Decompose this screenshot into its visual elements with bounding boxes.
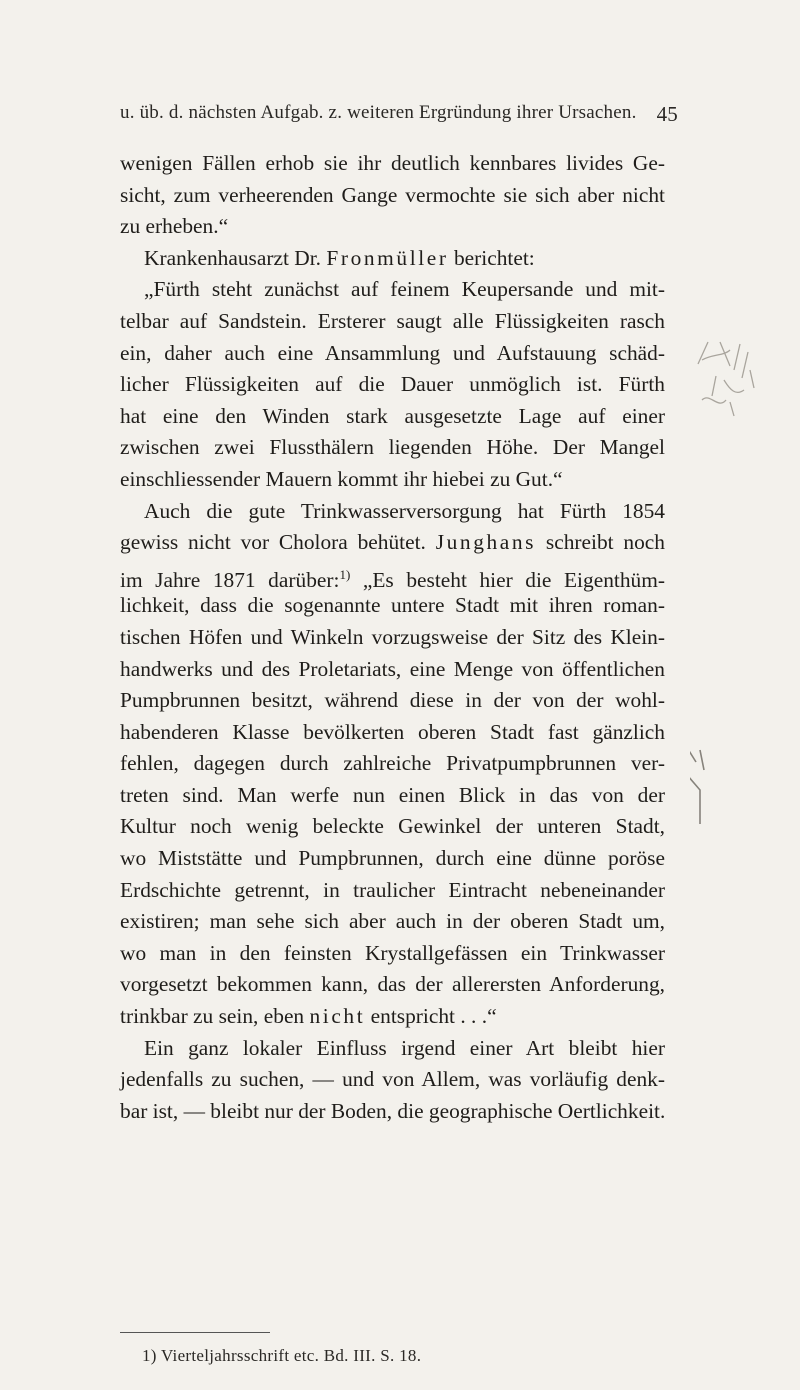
footnote: 1) Vierteljahrsschrift etc. Bd. III. S. 18.: [142, 1346, 422, 1365]
text-line: Auch die gute Trinkwasserversorgung hat Fürth 1854: [144, 498, 665, 523]
page-number: 45: [656, 102, 678, 126]
text-line: treten sind. Man werfe nun einen Blick in das von der: [120, 782, 665, 807]
text-line: sicht, zum verheerenden Gange vermochte sie sich aber nicht: [120, 182, 665, 207]
text-line: lichkeit, dass die sogenannte untere Stadt mit ihren roman-: [120, 593, 665, 618]
text-line: Erdschichte getrennt, in traulicher Eintracht nebeneinander: [120, 877, 665, 902]
text-line: hat eine den Winden stark ausgesetzte Lage auf einer: [120, 403, 665, 428]
text-line: bar ist, — bleibt nur der Boden, die geographische Oertlichkeit.: [120, 1098, 666, 1123]
text-line: fehlen, dagegen durch zahlreiche Privatpumpbrunnen ver-: [120, 751, 665, 776]
text-line: jedenfalls zu suchen, — und von Allem, was vorläufig denk-: [120, 1067, 665, 1092]
running-header: [120, 102, 678, 127]
text-segment: gewiss nicht vor Cholora behütet.: [120, 530, 426, 555]
text-line: telbar auf Sandstein. Ersterer saugt alle Flüssigkeiten rasch: [120, 308, 665, 333]
text-line: wenigen Fällen erhob sie ihr deutlich kennbares livides Ge-: [120, 151, 665, 175]
text-line: licher Flüssigkeiten auf die Dauer unmöglich ist. Fürth: [120, 372, 665, 397]
emphasized-name: Junghans: [435, 530, 537, 555]
emphasized-name: Fronmüller: [326, 245, 449, 270]
footnote-ref: 1): [339, 566, 351, 582]
main-text: [120, 148, 665, 1127]
text-line: wo Miststätte und Pumpbrunnen, durch eine dünne poröse: [120, 846, 665, 871]
text-segment: Krankenhausarzt Dr.: [144, 245, 321, 270]
text-line: Ein ganz lokaler Einfluss irgend einer Art bleibt hier: [144, 1035, 665, 1060]
text-line: handwerks und des Proletariats, eine Menge von öffentlichen: [120, 656, 665, 681]
text-line: tischen Höfen und Winkeln vorzugsweise der Sitz des Klein-: [120, 624, 665, 649]
text-line: [120, 559, 665, 591]
text-segment: trinkbar zu sein, eben: [120, 1004, 305, 1029]
text-segment: entspricht . . .“: [370, 1004, 497, 1029]
text-line: Kultur noch wenig beleckte Gewinkel der unteren Stadt,: [120, 814, 665, 839]
text-line: [120, 243, 665, 275]
text-line: vorgesetzt bekommen kann, das der allerersten Anforderung,: [120, 972, 665, 997]
running-title: u. üb. d. nächsten Aufgab. z. weiteren Ergründung ihrer Ursachen.: [120, 102, 637, 123]
text-segment: „Es besteht hier die Eigenthüm-: [362, 567, 665, 592]
text-line: zwischen zwei Flussthälern liegenden Höhe. Der Mangel: [120, 435, 665, 460]
text-line: [120, 1001, 665, 1033]
text-line: ein, daher auch eine Ansammlung und Aufstauung schäd-: [120, 340, 665, 365]
text-line: einschliessender Mauern kommt ihr hiebei zu Gut.“: [120, 466, 563, 491]
text-segment: schreibt noch: [545, 530, 665, 555]
text-line: wo man in den feinsten Krystallgefässen ein Trinkwasser: [120, 940, 665, 965]
text-segment: berichtet:: [453, 245, 535, 270]
footnote-rule: [120, 1332, 270, 1333]
text-line: Pumpbrunnen besitzt, während diese in der von der wohl-: [120, 688, 665, 713]
text-line: existiren; man sehe sich aber auch in der oberen Stadt um,: [120, 909, 665, 934]
margin-pencil-marks: [690, 330, 800, 890]
text-line: zu erheben.“: [120, 214, 229, 239]
text-line: habenderen Klasse bevölkerten oberen Stadt fast gänzlich: [120, 719, 665, 744]
text-line: „Fürth steht zunächst auf feinem Keupersande und mit-: [144, 277, 665, 302]
text-segment: im Jahre 1871 darüber:: [120, 567, 340, 592]
emphasized-word: nicht: [309, 1004, 366, 1029]
text-line: [120, 527, 665, 559]
